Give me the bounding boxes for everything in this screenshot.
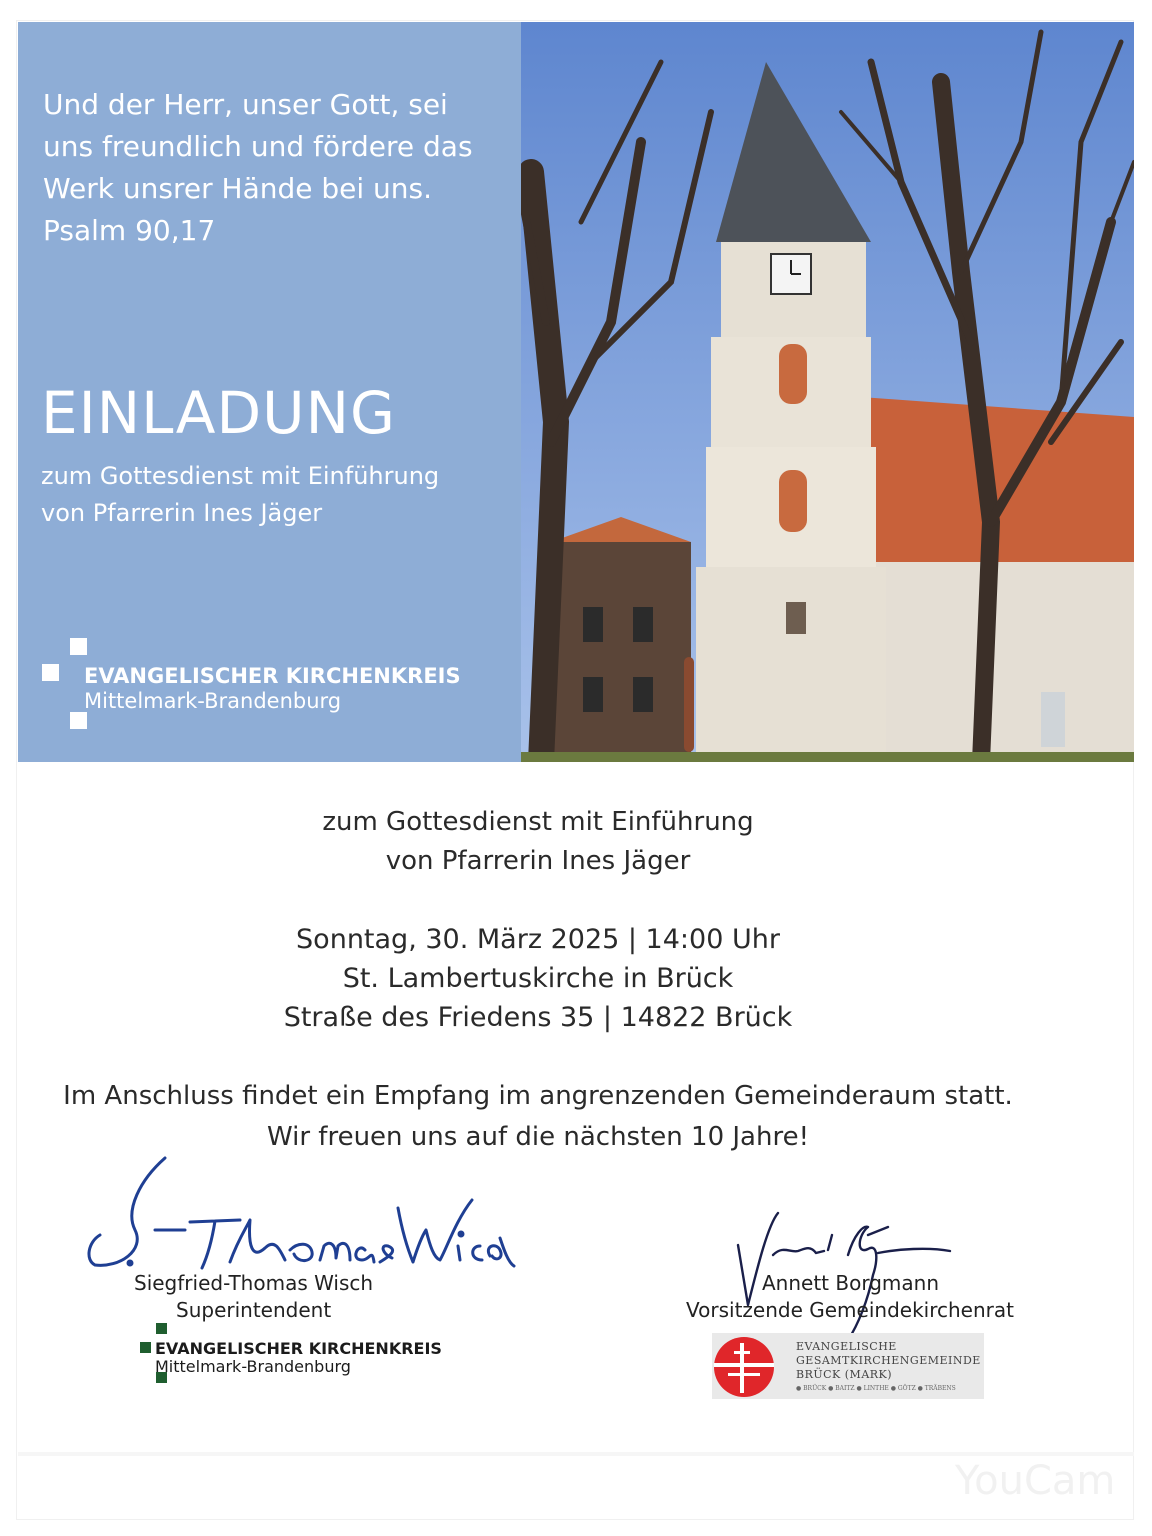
invitation-subline: zum Gottesdienst mit Einführung von Pfarrerin Ines Jäger (41, 462, 440, 527)
logo-region: Mittelmark-Brandenburg (84, 689, 342, 713)
gemeinde-logo-text (796, 1340, 981, 1382)
logo-region: Mittelmark-Brandenburg (155, 1357, 351, 1376)
logo-square-icon (156, 1323, 167, 1334)
event-date-time: Sonntag, 30. März 2025 | 14:00 Uhr (296, 924, 780, 955)
signer-role-wisch: Superintendent (176, 1298, 332, 1322)
gesamtkirchengemeinde-logo (712, 1333, 984, 1399)
logo-square-icon (70, 638, 87, 655)
logo-line: EVANGELISCHE (796, 1340, 897, 1353)
logo-name: EVANGELISCHER KIRCHENKREIS (84, 664, 461, 688)
event-address: Straße des Friedens 35 | 14822 Brück (283, 1002, 793, 1033)
cross-emblem-icon (714, 1337, 774, 1397)
event-details (0, 920, 1076, 1037)
closing-wish: Wir freuen uns auf die nächsten 10 Jahre! (266, 1122, 809, 1152)
logo-name: EVANGELISCHER KIRCHENKREIS (155, 1339, 442, 1358)
signer-name-wisch: Siegfried-Thomas Wisch (134, 1271, 374, 1295)
closing-text (0, 1076, 1076, 1158)
event-church: St. Lambertuskirche in Brück (342, 963, 734, 994)
logo-square-icon (140, 1342, 151, 1353)
church-photo (521, 22, 1134, 762)
signer-role-borgmann: Vorsitzende Gemeindekirchenrat (686, 1298, 1014, 1322)
header-panel (18, 22, 521, 762)
reception-note: Im Anschluss findet ein Empfang im angrenzenden Gemeinderaum statt. (63, 1081, 1013, 1111)
invitation-headline: EINLADUNG (41, 379, 396, 447)
gemeinde-places: ● BRÜCK ● BAITZ ● LINTHE ● GÖTZ ● TRÄBENS (796, 1385, 956, 1392)
logo-square-icon (70, 712, 87, 729)
bible-verse: Und der Herr, unser Gott, sei uns freundlich und fördere das Werk unsrer Hände bei uns. Psalm 90,17 (43, 88, 473, 247)
footer-divider (18, 1452, 1134, 1456)
logo-line: GESAMTKIRCHENGEMEINDE (796, 1354, 981, 1367)
signer-name-borgmann: Annett Borgmann (762, 1271, 939, 1295)
logo-line: BRÜCK (MARK) (796, 1368, 893, 1381)
logo-square-icon (42, 664, 59, 681)
watermark: YouCam (955, 1458, 1116, 1504)
signature-wisch-handwriting (80, 1150, 520, 1280)
service-intro: zum Gottesdienst mit Einführung von Pfarrerin Ines Jäger (322, 807, 754, 876)
